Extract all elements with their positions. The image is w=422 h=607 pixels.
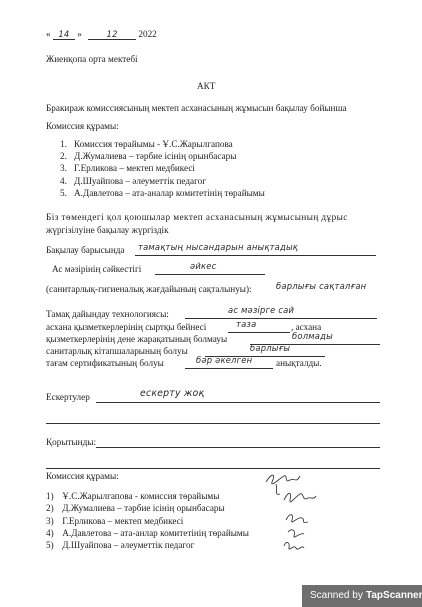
signer-row: 4) А.Давлетова – ата-анлар комитетінің төрайымы <box>46 527 249 538</box>
scanner-badge <box>302 585 422 607</box>
signer-row: 5) Д.Шуайпова – әлеуметтік педагог <box>46 540 195 551</box>
date-month: 12 <box>88 29 136 40</box>
cert-value: бәр әкелген <box>196 355 253 365</box>
signer-row: 2) Д.Жумалиева – тәрбие ісінің орынбасары <box>46 503 225 514</box>
school-name: Жиенқопа орта мектебі <box>46 54 138 64</box>
date-open-quote: « <box>46 29 51 39</box>
signature-2 <box>284 493 316 502</box>
signature-1 <box>266 475 300 494</box>
commission-list <box>60 138 265 199</box>
control-underline <box>135 255 376 256</box>
tech-label: Тамақ дайындау технологиясы: <box>46 309 169 319</box>
date-year: 2022 <box>138 29 157 39</box>
conclusion-line-2 <box>46 468 380 469</box>
document-subtitle: Бракираж комиссиясының мектеп асханасының жұмысын бақылау бойынша <box>46 103 347 113</box>
sanitary-label: (санитарлық-гигиеналық жағдайының сақталынуы): <box>46 284 252 294</box>
menu-underline <box>155 274 265 275</box>
signers-label: Комиссия құрамы: <box>46 471 119 481</box>
date-line <box>46 29 157 40</box>
menu-label: Ас мәзірінің сәйкестігі <box>52 264 142 274</box>
appearance-label: асхана қызметкерлерінің сыртқы бейнесі <box>46 322 207 332</box>
notes-value: ескерту жоқ <box>140 388 205 399</box>
injury-label: қызметкерлерінің дене жарақатының болмауы <box>46 334 228 344</box>
cert-tail: анықталды. <box>276 358 322 368</box>
appearance-value: таза <box>236 319 257 329</box>
signatures <box>262 470 322 570</box>
signers-list <box>46 490 249 551</box>
tech-value: ас мәзірге сай <box>228 305 295 315</box>
injury-value: болмады <box>292 331 333 341</box>
notes-line-2 <box>46 423 380 424</box>
menu-value: әйкес <box>190 261 217 271</box>
conclusion-underline <box>96 447 380 448</box>
conclusion-label: Қорытынды: <box>46 437 96 447</box>
scanner-badge-prefix: Scanned by <box>310 590 363 601</box>
list-item: 5. А.Давлетова – ата-аналар комитетінің төрайымы <box>60 187 265 198</box>
document-title: АКТ <box>197 81 216 91</box>
intro-line-2: жүргізілуіне бақылау жүргіздік <box>46 225 169 235</box>
signature-4 <box>288 530 304 537</box>
tech-underline <box>185 318 377 319</box>
sanbook-value: барлығы <box>250 343 291 353</box>
signer-row: 1) Ұ.С.Жарылгапова - комиссия төрайымы <box>46 491 220 501</box>
cert-label: тағам сертификатының болуы <box>46 358 164 368</box>
intro-line-1: Біз төмендегі қол қоюшылар мектеп асханасының жұмысының дұрыс <box>46 212 348 222</box>
appearance-tail: , асхана <box>291 322 322 332</box>
control-label: Бақылау барысында <box>46 245 125 255</box>
sanitary-value: барлығы сақталған <box>276 281 367 291</box>
signer-row: 3) Г.Ерликова – мектеп медбикесі <box>46 515 184 526</box>
list-item: 3. Г.Ерликова – мектеп медбикесі <box>60 163 195 174</box>
date-close-quote: » <box>77 29 82 39</box>
appearance-underline <box>228 332 290 333</box>
notes-underline <box>96 402 380 403</box>
signature-5 <box>284 542 304 549</box>
list-item: 4. Д.Шуайпова – әлеуметтік педагог <box>60 175 207 186</box>
list-item: 1. Комиссия төрайымы - Ұ.С.Жарылгапова <box>60 139 233 149</box>
sanbook-label: санитарлық кітапшаларының болуы <box>46 346 188 356</box>
notes-label: Ескертулер <box>46 392 90 402</box>
list-item: 2. Д.Жумалиева – тәрбие ісінің орынбасары <box>60 151 237 162</box>
control-value: тамақтың нысандарын анықтадық <box>138 242 299 252</box>
cert-underline <box>185 368 273 369</box>
signature-3 <box>286 515 308 523</box>
scanner-badge-brand: TapScanner <box>366 590 422 601</box>
date-day: 14 <box>53 29 75 40</box>
commission-label: Комиссия құрамы: <box>46 121 119 131</box>
